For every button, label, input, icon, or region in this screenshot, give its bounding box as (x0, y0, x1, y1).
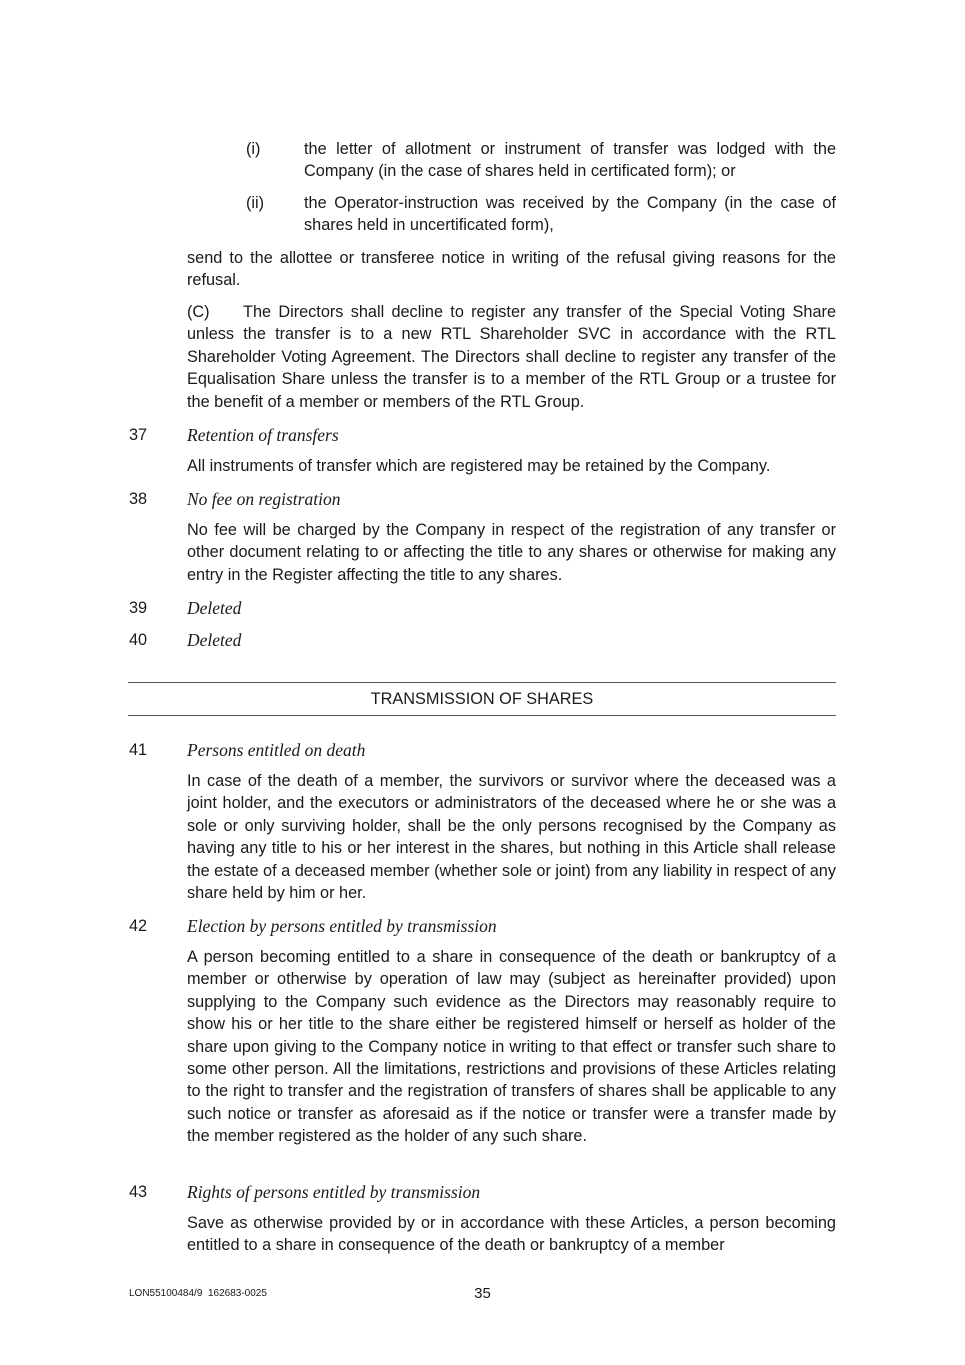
article-number: 43 (129, 1183, 148, 1201)
article-heading: Deleted (187, 598, 242, 618)
article-body: All instruments of transfer which are registered may be retained by the Company. (187, 457, 771, 475)
article-number: 37 (129, 426, 148, 444)
article-heading: Deleted (187, 630, 242, 650)
article-heading: Persons entitled on death (187, 740, 366, 760)
subclause-label: (i) (246, 140, 261, 158)
footer-document-reference: LON55100484/9 162683-0025 (129, 1288, 267, 1299)
article-number: 38 (129, 490, 148, 508)
subclause-label: (ii) (246, 194, 265, 212)
paragraph-c-text: The Directors shall decline to register any transfer of the Special Voting Share unless the transfer is to a new RTL Shareholder SVC in accordance with the RTL Shareholder Voting Agreement. The Directors shall decline to register any transfer of the Equalisation Share unless the transfer is to a member of the RTL Group or a trustee for the benefit of a member or members of the RTL Group. (187, 303, 836, 411)
article-number: 42 (129, 917, 148, 935)
section-title: TRANSMISSION OF SHARES (370, 690, 594, 708)
page-number: 35 (474, 1285, 491, 1302)
article-body: In case of the death of a member, the survivors or survivor where the deceased was a joint holder, and the executors or administrators of the deceased where he or she was a sole or only surviving holder, shall be the only persons recognised by the Company as having any title to his or her interest in the shares, but nothing in this Article shall release the estate of a deceased member (whether sole or joint) from any liability in respect of any share held by him or her. (187, 772, 836, 903)
article-body: No fee will be charged by the Company in respect of the registration of any transfer or other document relating to or affecting the title to any shares or otherwise for making any entry in the Register affecting the title to any shares. (187, 521, 836, 584)
refusal-paragraph: send to the allottee or transferee notice in writing of the refusal giving reasons for the refusal. (187, 249, 836, 290)
article-number: 41 (129, 741, 148, 759)
article-heading: Election by persons entitled by transmission (187, 916, 497, 936)
subclause-text: the letter of allotment or instrument of transfer was lodged with the Company (in the case of shares held in certificated form); or (304, 140, 836, 181)
article-number: 40 (129, 631, 148, 649)
article-heading: Retention of transfers (187, 425, 339, 445)
article-heading: No fee on registration (187, 489, 341, 509)
paragraph-c-label: (C) (187, 303, 210, 321)
article-body: A person becoming entitled to a share in consequence of the death or bankruptcy of a member or otherwise by operation of law may (subject as hereinafter provided) upon supplying to the Company such evidence as the Directors may reasonably require to show his or her title to the share either be registered himself or herself as holder of the share upon giving to the Company notice in writing to that effect or transfer such share to some other person. All the limitations, restrictions and provisions of these Articles relating to the right to transfer and the registration of transfers of shares shall be applicable to any such notice or transfer as aforesaid as if the notice or transfer were a transfer made by the member registered as the holder of any such share. (187, 948, 836, 1146)
subclause-text: the Operator-instruction was received by the Company (in the case of shares held in uncertificated form), (304, 194, 836, 235)
section-rule-bottom (128, 715, 836, 716)
section-rule-top (128, 682, 836, 683)
article-heading: Rights of persons entitled by transmission (187, 1182, 481, 1202)
article-body: Save as otherwise provided by or in accordance with these Articles, a person becoming entitled to a share in consequence of the death or bankruptcy of a member (187, 1214, 836, 1255)
article-number: 39 (129, 599, 148, 617)
paragraph-c (187, 301, 836, 413)
